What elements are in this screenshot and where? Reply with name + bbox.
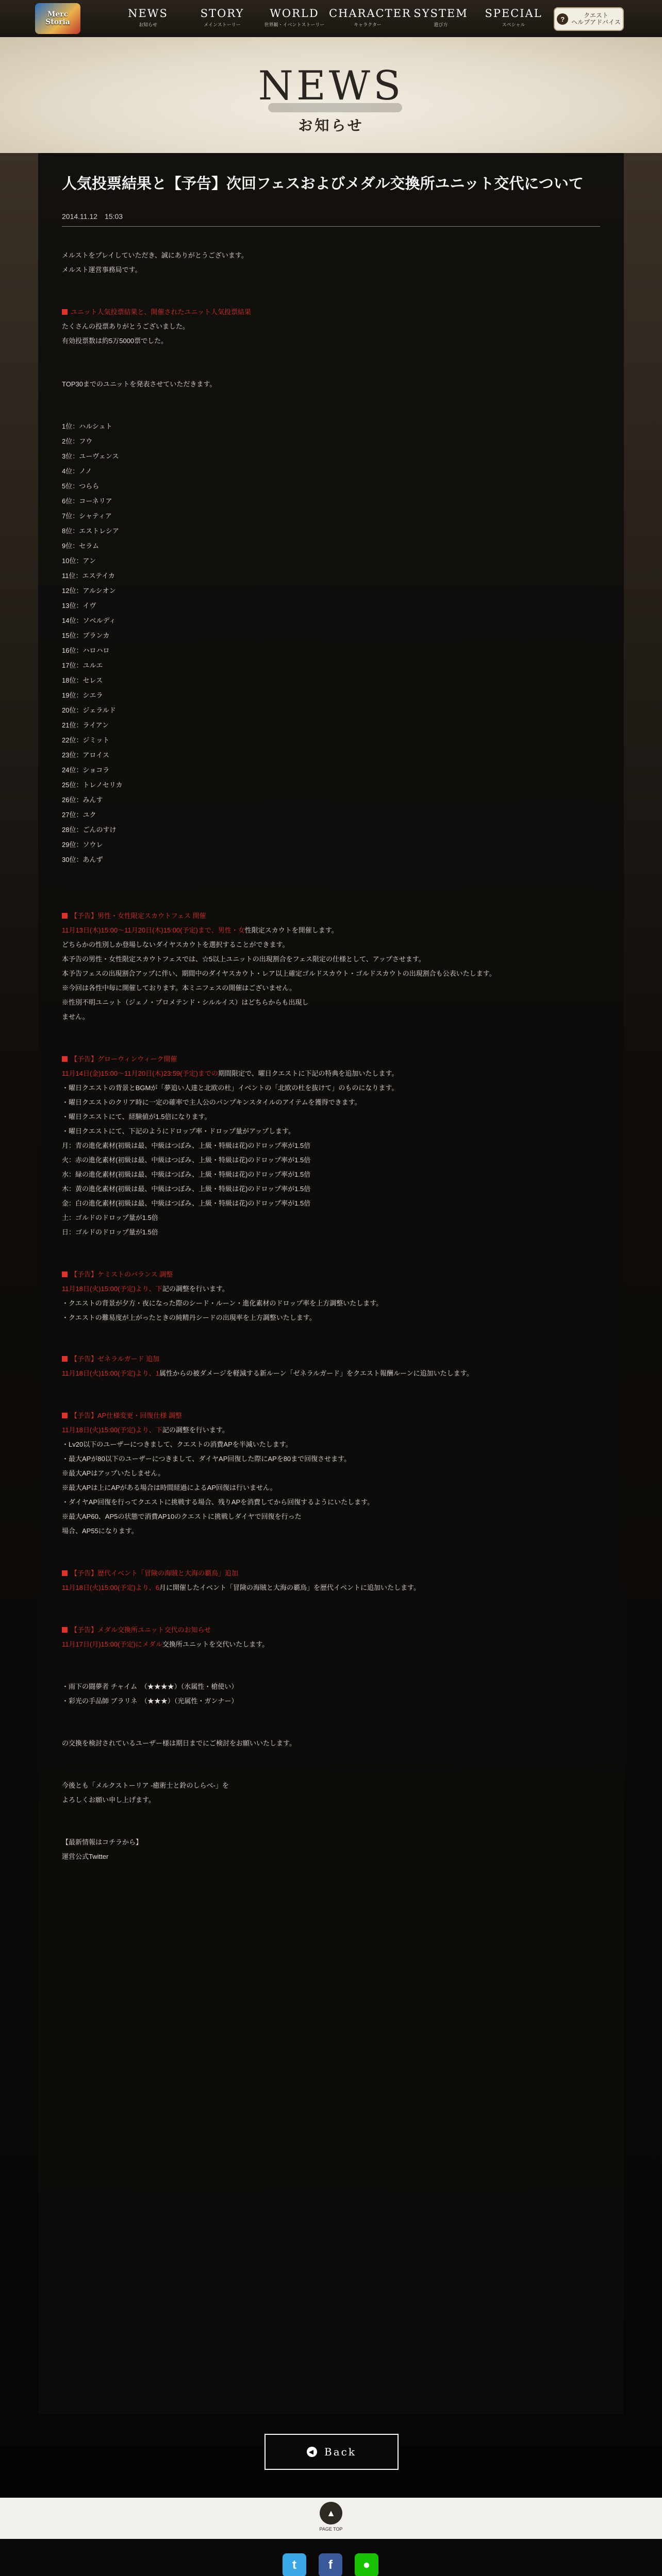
arrow-left-icon: ◀: [307, 2447, 317, 2457]
facebook-icon[interactable]: f: [319, 2553, 342, 2576]
article-line: 22位：ジミット: [62, 736, 110, 744]
brush-stroke: [268, 103, 402, 112]
article-line: 18位：セレス: [62, 676, 103, 684]
article-line: メルストをプレイしていただき、誠にありがとうございます。: [62, 251, 248, 259]
line-rest: 期間限定で、曜日クエストに下記の特典を追加いたします。: [218, 1070, 399, 1077]
article-line: ・曜日クエストの背景とBGMが「夢追い人達と北欧の杜」イベントの「北欧の杜を抜けて」のものになります。: [62, 1084, 399, 1092]
article-line: 4位：ノノ: [62, 467, 92, 475]
article-line: 21位：ライアン: [62, 721, 109, 729]
line-rest: 記の調整を行います。: [162, 1426, 229, 1434]
article-line: [62, 1369, 473, 1378]
highlighted-date: 11月18日(火)15:00(予定)より、1: [62, 1369, 160, 1377]
nav-item-label: CHARACTER: [329, 7, 411, 20]
article-line: 3位：ユーヴェンス: [62, 452, 119, 460]
section-heading: 【予告】グローウィンウィーク開催: [62, 1055, 177, 1063]
article-line: ・曜日クエストにて、下記のようにドロップ率・ドロップ量がアップします。: [62, 1127, 295, 1135]
article-line: 27位：ユク: [62, 811, 96, 819]
article-line: 24位：ショコラ: [62, 766, 110, 774]
quest-help-label: クエスト ヘルプアドバイス: [571, 12, 621, 26]
article-line: ・クエストの背景が夕方・夜になった際のシード・ルーン・進化素材のドロップ率を上方調整いたします。: [62, 1299, 383, 1307]
article-line: 14位：ソベルディ: [62, 617, 116, 624]
article-line: 9位：セラム: [62, 542, 100, 550]
article-line: 10位：アン: [62, 557, 96, 565]
article-line: [62, 1640, 269, 1649]
article-line: 16位：ハロハロ: [62, 647, 110, 654]
article-line: ・曜日クエストにて、経験値が1.5倍になります。: [62, 1113, 211, 1121]
article-line: [62, 1284, 229, 1293]
nav-item-label: STORY: [200, 7, 244, 20]
page-header-banner: [0, 37, 662, 153]
article-line: ※性別不明ユニット（ジェノ・プロメテンド・シルルイス）はどちらからも出現し: [62, 998, 309, 1006]
page-top-button[interactable]: [316, 2502, 346, 2532]
article-line: 23位：アロイス: [62, 751, 109, 759]
article-line: たくさんの投票ありがとうございました。: [62, 323, 190, 330]
article-line: 30位：あんず: [62, 856, 103, 863]
nav-item-world[interactable]: [261, 7, 328, 28]
nav-item-sublabel: 遊び方: [434, 22, 448, 27]
article-line: ・曜日クエストのクリア時に一定の確率で主人公のパンプキンスタイルのアイテムを獲得できます。: [62, 1098, 361, 1106]
nav-item-label: SYSTEM: [413, 7, 468, 20]
article-line: 20位：ジェラルド: [62, 706, 116, 714]
article-line: 7位：シャティア: [62, 512, 112, 520]
section-heading: 【予告】男性・女性限定スカウトフェス 開催: [62, 911, 206, 920]
back-button-label: Back: [324, 2446, 356, 2458]
article-line: 今後とも「メルクストーリア -癒術士と鈴のしらべ-」を: [62, 1782, 229, 1789]
top-navigation: [0, 0, 662, 38]
page-subtitle: お知らせ: [298, 117, 364, 133]
highlighted-date: 11月13日(木)15:00〜11月20日(木)15:00(予定)まで、男性・女: [62, 926, 245, 934]
nav-item-news[interactable]: [125, 7, 171, 28]
article-line: 26位：みんす: [62, 796, 103, 804]
nav-item-label: WORLD: [270, 7, 319, 20]
nav-item-sublabel: お知らせ: [139, 22, 157, 27]
article-line: 木：黄の進化素材(初級は最、中級はつぼみ、上級・特級は花)のドロップ率が1.5倍: [62, 1185, 311, 1193]
quest-help-button[interactable]: [554, 7, 624, 31]
article-date: 2014.11.12 15:03: [62, 212, 123, 221]
nav-item-special[interactable]: [483, 7, 544, 28]
article-line: 25位：トレノセリカ: [62, 781, 123, 789]
divider: [62, 226, 600, 227]
section-heading: 【予告】AP仕様変更・回復仕様 調整: [62, 1411, 182, 1420]
logo-text: Merc Storia: [45, 10, 70, 26]
article-title: 人気投票結果と【予告】次回フェスおよびメダル交換所ユニット交代について: [62, 176, 584, 192]
article-line: 本予告の男性・女性限定スカウトフェスでは、☆5以上ユニットの出現割合をフェス限定の仕様として、アップさせます。: [62, 955, 425, 963]
article-line: 19位：シエラ: [62, 691, 103, 699]
article-line: [62, 1426, 229, 1434]
article-line: 6位：コーネリア: [62, 497, 112, 505]
article-panel: [38, 153, 624, 2414]
article-line: 運営公式Twitter: [62, 1853, 109, 1860]
article-line: の交換を検討されているユーザー様は期日までにご検討をお願いいたします。: [62, 1739, 296, 1747]
article-line: ・彩光の手品師 ブラリネ （★★★）（光属性・ガンナー）: [62, 1697, 238, 1705]
article-line: どちらかの性別しか登場しないダイヤスカウトを選択することができます。: [62, 941, 289, 948]
article-line: 11位：エステイカ: [62, 572, 115, 580]
article-line: TOP30までのユニットを発表させていただきます。: [62, 380, 217, 388]
question-icon: ?: [557, 13, 568, 25]
article-line: 1位：ハルシュト: [62, 422, 112, 430]
article-line: 5位：つらら: [62, 482, 100, 490]
highlighted-date: 11月18日(火)15:00(予定)より、下: [62, 1426, 162, 1434]
article-line: 火：赤の進化素材(初級は最、中級はつぼみ、上級・特級は花)のドロップ率が1.5倍: [62, 1156, 311, 1164]
article-line: [62, 926, 338, 935]
highlighted-date: 11月18日(火)15:00(予定)より、下: [62, 1285, 162, 1293]
article-line: ・最大APが80以下のユーザーにつきまして、ダイヤAP回復した際にAPを80まで回復させます。: [62, 1455, 351, 1463]
article-line: ・クエストの難易度が上がったときの純精丹シードの出現率を上方調整いたします。: [62, 1314, 316, 1321]
article-line: [62, 1069, 398, 1078]
article-line: ※今回は各性中毎に開催しております。本ミニフェスの開催はございません。: [62, 984, 296, 992]
section-heading: 【予告】ゼネラルガード 追加: [62, 1354, 159, 1363]
article-line: 土：ゴルドのドロップ量が1.5倍: [62, 1214, 158, 1222]
article-line: 13位：イヴ: [62, 602, 96, 609]
highlighted-date: 11月14日(金)15:00〜11月20日(木)23:59(予定)までの: [62, 1070, 218, 1077]
nav-item-label: SPECIAL: [485, 7, 542, 20]
article-line: 12位：アルシオン: [62, 587, 116, 595]
article-line: ・Lv20以下のユーザーにつきまして、クエストの消費APを半減いたします。: [62, 1440, 292, 1448]
section-heading: 【予告】ケミストのバランス 調整: [62, 1270, 173, 1279]
footer: [0, 2539, 662, 2576]
nav-item-sublabel: 世界観・イベントストーリー: [264, 22, 325, 27]
line-icon[interactable]: ●: [355, 2553, 378, 2576]
section-heading: ユニット人気投票結果と、開催されたユニット人気投票結果: [62, 308, 251, 316]
article-line: ※最大AP60、AP5の状態で消費AP10のクエストに挑戦しダイヤで回復を行った: [62, 1513, 302, 1520]
highlighted-date: 11月18日(火)15:00(予定)より、6: [62, 1584, 160, 1591]
article-line: 日：ゴルドのドロップ量が1.5倍: [62, 1228, 158, 1236]
article-line: 2位：フウ: [62, 437, 93, 445]
article-line: ※最大APは上にAPがある場合は時間経過によるAP回復は行いません。: [62, 1484, 277, 1492]
article-line: メルスト運営事務局です。: [62, 266, 142, 274]
section-heading: 【予告】歴代イベント「冒険の海賊と大海の覇鳥」追加: [62, 1569, 238, 1578]
section-heading: 【予告】メダル交換所ユニット交代のお知らせ: [62, 1625, 211, 1634]
article-line: よろしくお願い申し上げます。: [62, 1796, 155, 1804]
article-line: 月：青の進化素材(初級は最、中級はつぼみ、上級・特級は花)のドロップ率が1.5倍: [62, 1142, 311, 1149]
line-rest: 月に開催したイベント「冒険の海賊と大海の覇鳥」を歴代イベントに追加いたします。: [159, 1584, 421, 1591]
article-line: [62, 1583, 420, 1592]
article-line: 17位：ユルエ: [62, 662, 103, 669]
line-rest: 記の調整を行います。: [162, 1285, 229, 1293]
highlighted-date: 11月17日(月)15:00(予定)にメダル: [62, 1640, 162, 1648]
arrow-up-icon: ▲: [320, 2502, 342, 2524]
article-line: ・雨下の闘夢者 チャイム （★★★★）（水属性・槍使い）: [62, 1683, 238, 1690]
line-rest: 交換所ユニットを交代いたします。: [162, 1640, 269, 1648]
back-button[interactable]: [264, 2434, 399, 2470]
nav-item-sublabel: スペシャル: [502, 22, 525, 27]
article-line: 15位：ブランカ: [62, 632, 110, 639]
line-rest: 属性からの被ダメージを軽減する新ルーン「ゼネラルガード」をクエスト報酬ルーンに追加いたします。: [159, 1369, 473, 1377]
article-line: ません。: [62, 1013, 89, 1021]
article-line: 8位：エストレシア: [62, 527, 119, 535]
nav-item-sublabel: メインストーリー: [204, 22, 241, 27]
article-line: 【最新情報はコチラから】: [62, 1838, 143, 1846]
page-title: NEWS: [258, 63, 404, 109]
article-line: 場合、AP55になります。: [62, 1527, 138, 1535]
article-line: 28位：ごんのすけ: [62, 826, 117, 834]
nav-item-system[interactable]: [412, 7, 469, 28]
article-line: 29位：ソウレ: [62, 841, 103, 849]
game-logo[interactable]: [35, 3, 80, 34]
article-line: 水：緑の進化素材(初級は最、中級はつぼみ、上級・特級は花)のドロップ率が1.5倍: [62, 1171, 311, 1178]
nav-item-character[interactable]: [329, 7, 411, 28]
article-line: ※最大APはアップいたしません。: [62, 1469, 165, 1477]
nav-item-story[interactable]: [194, 7, 251, 28]
line-rest: 性限定スカウトを開催します。: [244, 926, 338, 934]
nav-item-label: NEWS: [128, 7, 168, 20]
twitter-icon[interactable]: t: [283, 2553, 306, 2576]
article-line: 本予告フェスの出現割合アップに伴い、期間中のダイヤスカウト・レア以上確定ゴルドスカウト・ゴルドスカウトの出現割合も公表いたします。: [62, 970, 496, 977]
article-line: ・ダイヤAP回復を行ってクエストに挑戦する場合、残りAPを消費してから回復するようにいたします。: [62, 1498, 374, 1506]
article-line: 金：白の進化素材(初級は最、中級はつぼみ、上級・特級は花)のドロップ率が1.5倍: [62, 1199, 311, 1207]
nav-item-sublabel: キャラクター: [354, 22, 382, 27]
page-top-label: PAGE TOP: [319, 2527, 343, 2532]
article-line: 有効投票数は約5万5000票でした。: [62, 337, 168, 345]
